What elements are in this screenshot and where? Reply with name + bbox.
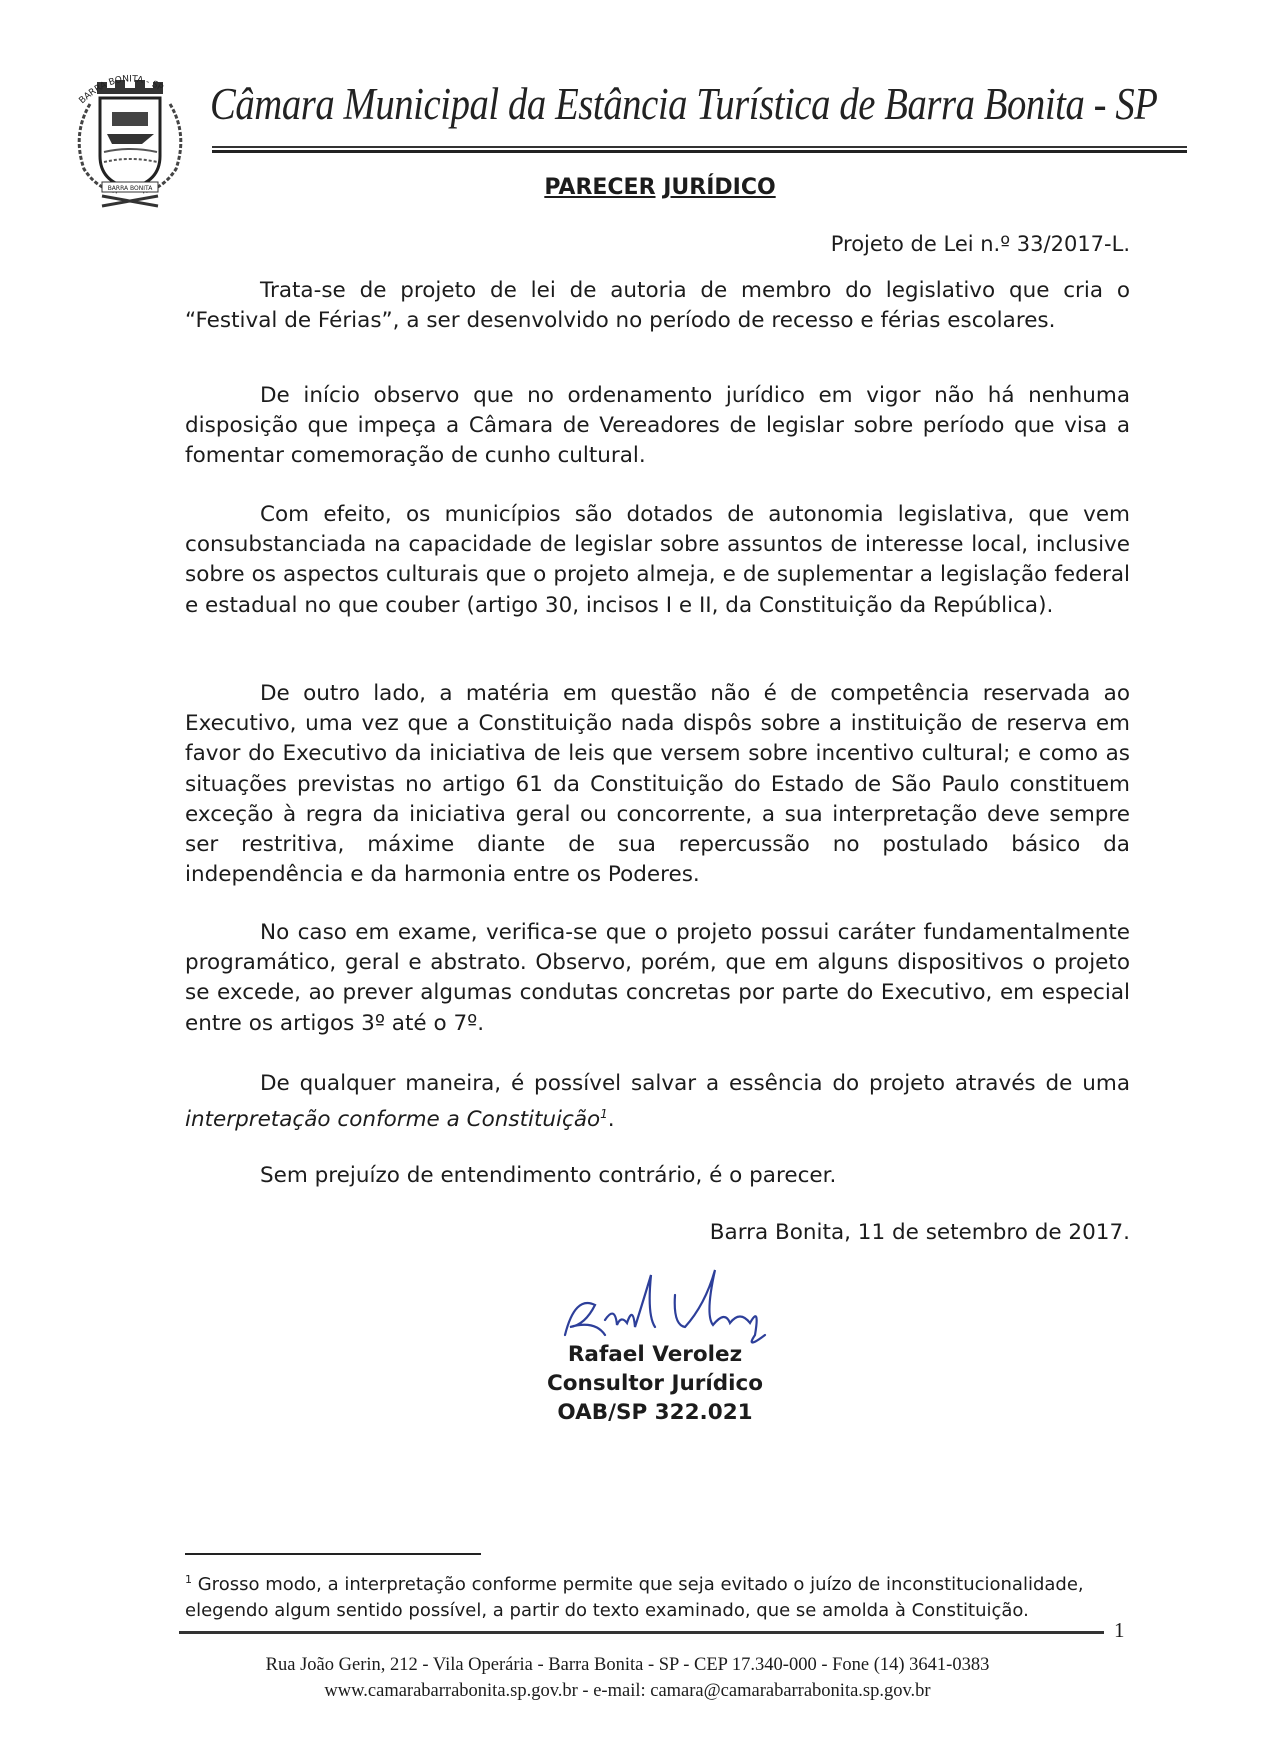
footnote [185,1567,1130,1624]
heading-word-1: PARECER [544,175,656,200]
signatory-name: Rafael Verolez [567,1342,743,1367]
paragraph-6-italic: interpretação conforme a Constituição [185,1107,601,1133]
footnote-mark: 1 [185,1573,192,1586]
logo-text-top: BARRA BONITA - SP [77,74,165,107]
footnote-text: Grosso modo, a interpretação conforme permite que seja evitado o juízo de inconstitucionalidade, elegendo algum sentido possível, a partir do texto examinado, que se amolda à Constituição. [185,1574,1084,1621]
paragraph-7: Sem prejuízo de entendimento contrário, é o parecer. [260,1163,837,1188]
signatory-role: Consultor Jurídico [546,1371,764,1396]
footer-address: Rua João Gerin, 212 - Vila Operária - Barra Bonita - SP - CEP 17.340-000 - Fone (14) 3641-0383 [265,1655,990,1675]
paragraph-4: De outro lado, a matéria em questão não é de competência reservada ao Executivo, uma vez que a Constituição nada dispôs sobre a instituição de reserva em favor do Executivo da iniciativa de leis que versem sobre incentivo cultural; e como as situações previstas no artigo 61 da Constituição do Estado de São Paulo constituem exceção à regra da iniciativa geral ou concorrente, a sua interpretação deve sempre ser restritiva, máxime diante de sua repercussão no postulado básico da independência e da harmonia entre os Poderes. [185,681,1130,888]
footer-divider [179,1631,1104,1634]
footer-web-email: www.camarabarrabonita.sp.gov.br - e-mail: camara@camarabarrabonita.sp.gov.br [324,1681,931,1701]
heading-word-2: JURÍDICO [663,175,776,200]
paragraph-2: De início observo que no ordenamento jurídico em vigor não há nenhuma disposição que impeça a Câmara de Vereadores de legislar sobre período que visa a fomentar comemoração de cunho cultural. [185,383,1130,469]
document-heading [0,175,1275,200]
paragraph-1: Trata-se de projeto de lei de autoria de membro do legislativo que cria o “Festival de Férias”, a ser desenvolvido no período de recesso e férias escolares. [185,278,1130,334]
footnote-separator [185,1553,481,1555]
page-number: 1 [1114,1618,1125,1642]
paragraph-6-text: De qualquer maneira, é possível salvar a essência do projeto através de uma [260,1071,1130,1096]
paragraph-6-end: . [607,1107,615,1133]
logo-text-bottom: BARRA BONITA [107,185,153,192]
signatory-oab: OAB/SP 322.021 [557,1400,753,1425]
paragraph-6 [185,1069,1130,1136]
footnote-reference[interactable]: 1 [600,1107,608,1122]
footer-address-block [0,1652,1255,1704]
institution-title: Câmara Municipal da Estância Turística de Barra Bonita - SP [210,79,1158,129]
header-divider [212,146,1187,148]
paragraph-5: No caso em exame, verifica-se que o projeto possui caráter fundamentalmente programático, geral e abstrato. Observo, porém, que em alguns dispositivos o projeto se excede, ao prever algumas condutas concretas por parte do Executivo, em especial entre os artigos 3º até o 7º. [185,920,1130,1036]
date-line: Barra Bonita, 11 de setembro de 2017. [709,1220,1130,1245]
header-divider-thick [212,150,1187,153]
project-reference: Projeto de Lei n.º 33/2017-L. [830,232,1130,256]
paragraph-3: Com efeito, os municípios são dotados de autonomia legislativa, que vem consubstanciada na capacidade de legislar sobre assuntos de interesse local, inclusive sobre os aspectos culturais que o projeto almeja, e de suplementar a legislação federal e estadual no que couber (artigo 30, incisos I e II, da Constituição da República). [185,502,1130,618]
